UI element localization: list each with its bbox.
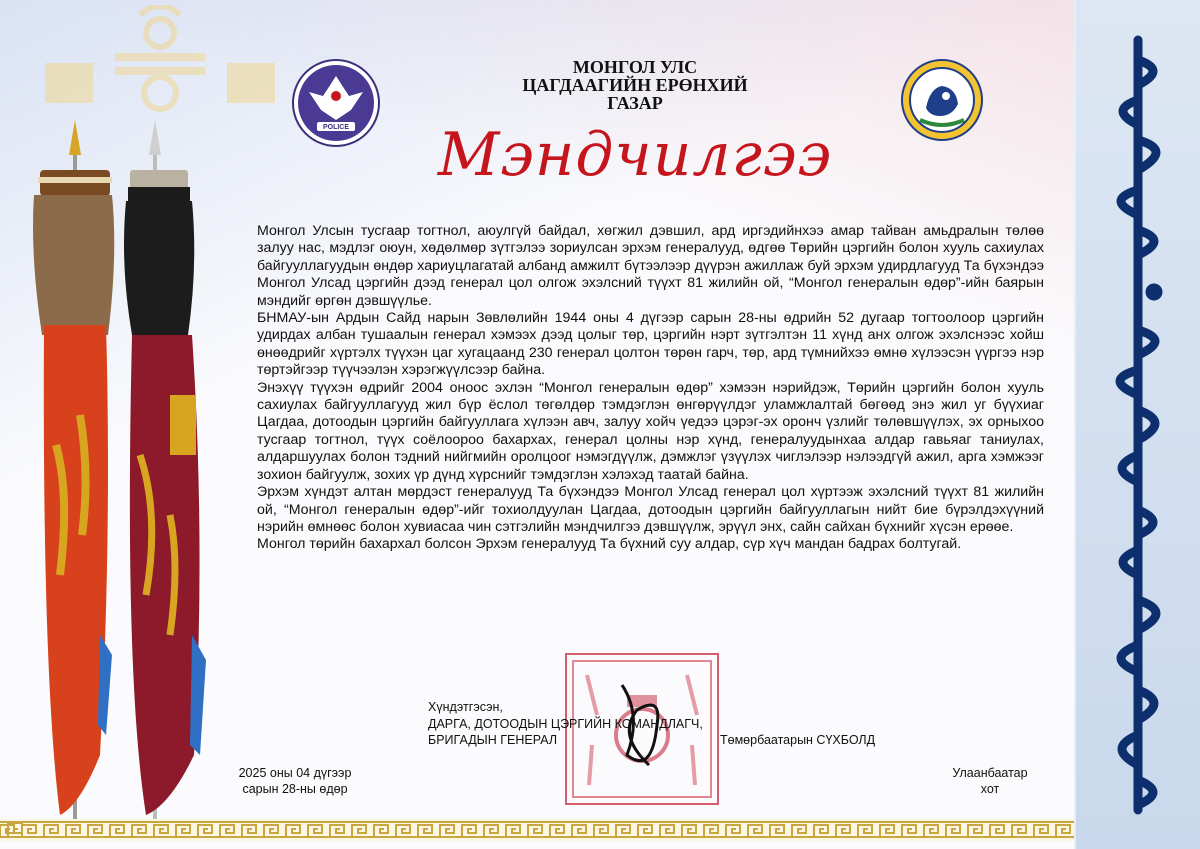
letter-body: [257, 223, 1044, 554]
military-banners: [20, 115, 220, 835]
paragraph: Эрхэм хүндэт алтан мөрдэст генералууд Та бүхэндээ Монгол Улсад генерал цол хүртээж эхэлсний түүхт 81 жилийн ой, “Монгол генералын өдөр”-ийг тохиолдуулан Цагдаа, дотоодын цэргийн байгууллагын нийт бие бүрэлдэхүүний нэрийн өмнөөс болон хувиасаа чин сэтгэлийн мэндчилгээ дэвшүүлж, эрүүл энх, сайн сайхан бүхнийг хүсэн ерөөе.: [257, 484, 1044, 535]
place-line-1: Улаанбаатар: [952, 766, 1028, 780]
org-line-1: МОНГОЛ УЛС: [572, 57, 698, 77]
letter-date: [230, 765, 360, 797]
signature-position-1: ДАРГА, ДОТООДЫН ЦЭРГИЙН КОМАНДЛАГЧ,: [428, 716, 703, 731]
paragraph: Монгол төрийн бахархал болсон Эрхэм генералууд Та бүхний суу алдар, сүр хүч мандан бадрах болтугай.: [257, 536, 962, 553]
org-line-3: ГАЗАР: [607, 93, 663, 113]
letter-place: [950, 765, 1030, 797]
paragraph: Монгол Улсын тусгаар тогтнол, аюулгүй байдал, хөгжил дэвшил, ард иргэдийнхээ амар тайван амьдралын төлөө залуу нас, мэдлэг оюун, хөдөлмөр зүтгэлээ зориулсан эрхэм генералууд, өдгөө Төрийн цэргийн болон хууль сахиулах байгууллагуудын өндөр хариуцлагатай албанд амжилт бүтээлээр дүүрэн ажиллаж буй эрхэм удирдлагууд Та бүхэндээ Монгол Улсад цэргийн дээд генерал цол олгож эхэлсний түүхт 81 жилийн ой, “Монгол генералын өдөр”-ийн баярын мэндийг өргөн дэвшүүлье.: [257, 223, 1044, 309]
place-line-2: хот: [980, 782, 1000, 796]
signature-block: [428, 699, 908, 749]
signature-position-2: БРИГАДЫН ГЕНЕРАЛ: [428, 733, 558, 747]
mongolian-script-band: [1074, 0, 1200, 849]
date-line-2: сарын 28-ны өдөр: [242, 782, 348, 796]
page-title: Мэндчилгээ: [437, 120, 833, 190]
paragraph: БНМАУ-ын Ардын Сайд нарын Зөвлөлийн 1944 оны 4 дүгээр сарын 28-ны өдрийн 52 дугаар тогтоолоор цэргийн удирдах албан тушаалын генерал хэмээх дээд цолыг төр, цэргийн нэрт зүтгэлтэн 11 хүнд анх олгож эхэлснээс хойш өнөөдрийг хүртэлх түүхэн цаг хугацаанд 230 генерал цолтон төрөн гарч, төр, ард түмнийхээ өмнө хүлээсэн үүргээ нэр төртэйгээр түүчээлэн хэрэгжүүлсээр байна.: [257, 310, 1044, 379]
date-line-1: 2025 оны 04 дүгээр: [238, 766, 352, 780]
greek-key-border: [0, 819, 1075, 841]
org-line-2: ЦАГДААГИЙН ЕРӨНХИЙ: [522, 75, 748, 95]
signatory-name: Төмөрбаатарын СҮХБОЛД: [720, 733, 876, 747]
ulaanbaatar-emblem-icon: [900, 58, 984, 142]
police-emblem-icon: [291, 58, 381, 148]
mongolian-script-icon: [1084, 30, 1192, 830]
police-logo-text: POLICE: [322, 124, 350, 131]
signature-greeting: Хүндэтгэсэн,: [428, 700, 503, 714]
soyombo-icon: [45, 5, 275, 115]
organization-name: [470, 58, 800, 112]
paragraph: Энэхүү түүхэн өдрийг 2004 оноос эхлэн “Монгол генералын өдөр” хэмээн нэрийдэж, Төрийн цэргийн болон хууль сахиулах байгууллагууд жил бүр ёслол төгөлдөр тэмдэглэн өнгөрүүлдэг уламжлалтай бөгөөд энэ жил уг бүүхиаг Цагдаа, дотоодын цэргийн байгууллага хүлээн авч, залуу хойч үедээ цэрэг-эх оронч үзлийг төлөвшүүлэх, эх орныхоо тусгаар тогтнол, түүх соёлоороо бахархах, генерал цолны нэр хүнд, генералуудынхаа алдар гавьяаг таниулах, алдаршуулах болон тэдний нийгмийн оролцоог нэмэгдүүлж, дэмжлэг үзүүлэх чиглэлээр нэлээдгүй ажил, арга хэмжээг зохион байгуулж, зохих үр дүнд хүрснийг тэмдэглэн хэлэхэд таатай байна.: [257, 379, 1044, 483]
